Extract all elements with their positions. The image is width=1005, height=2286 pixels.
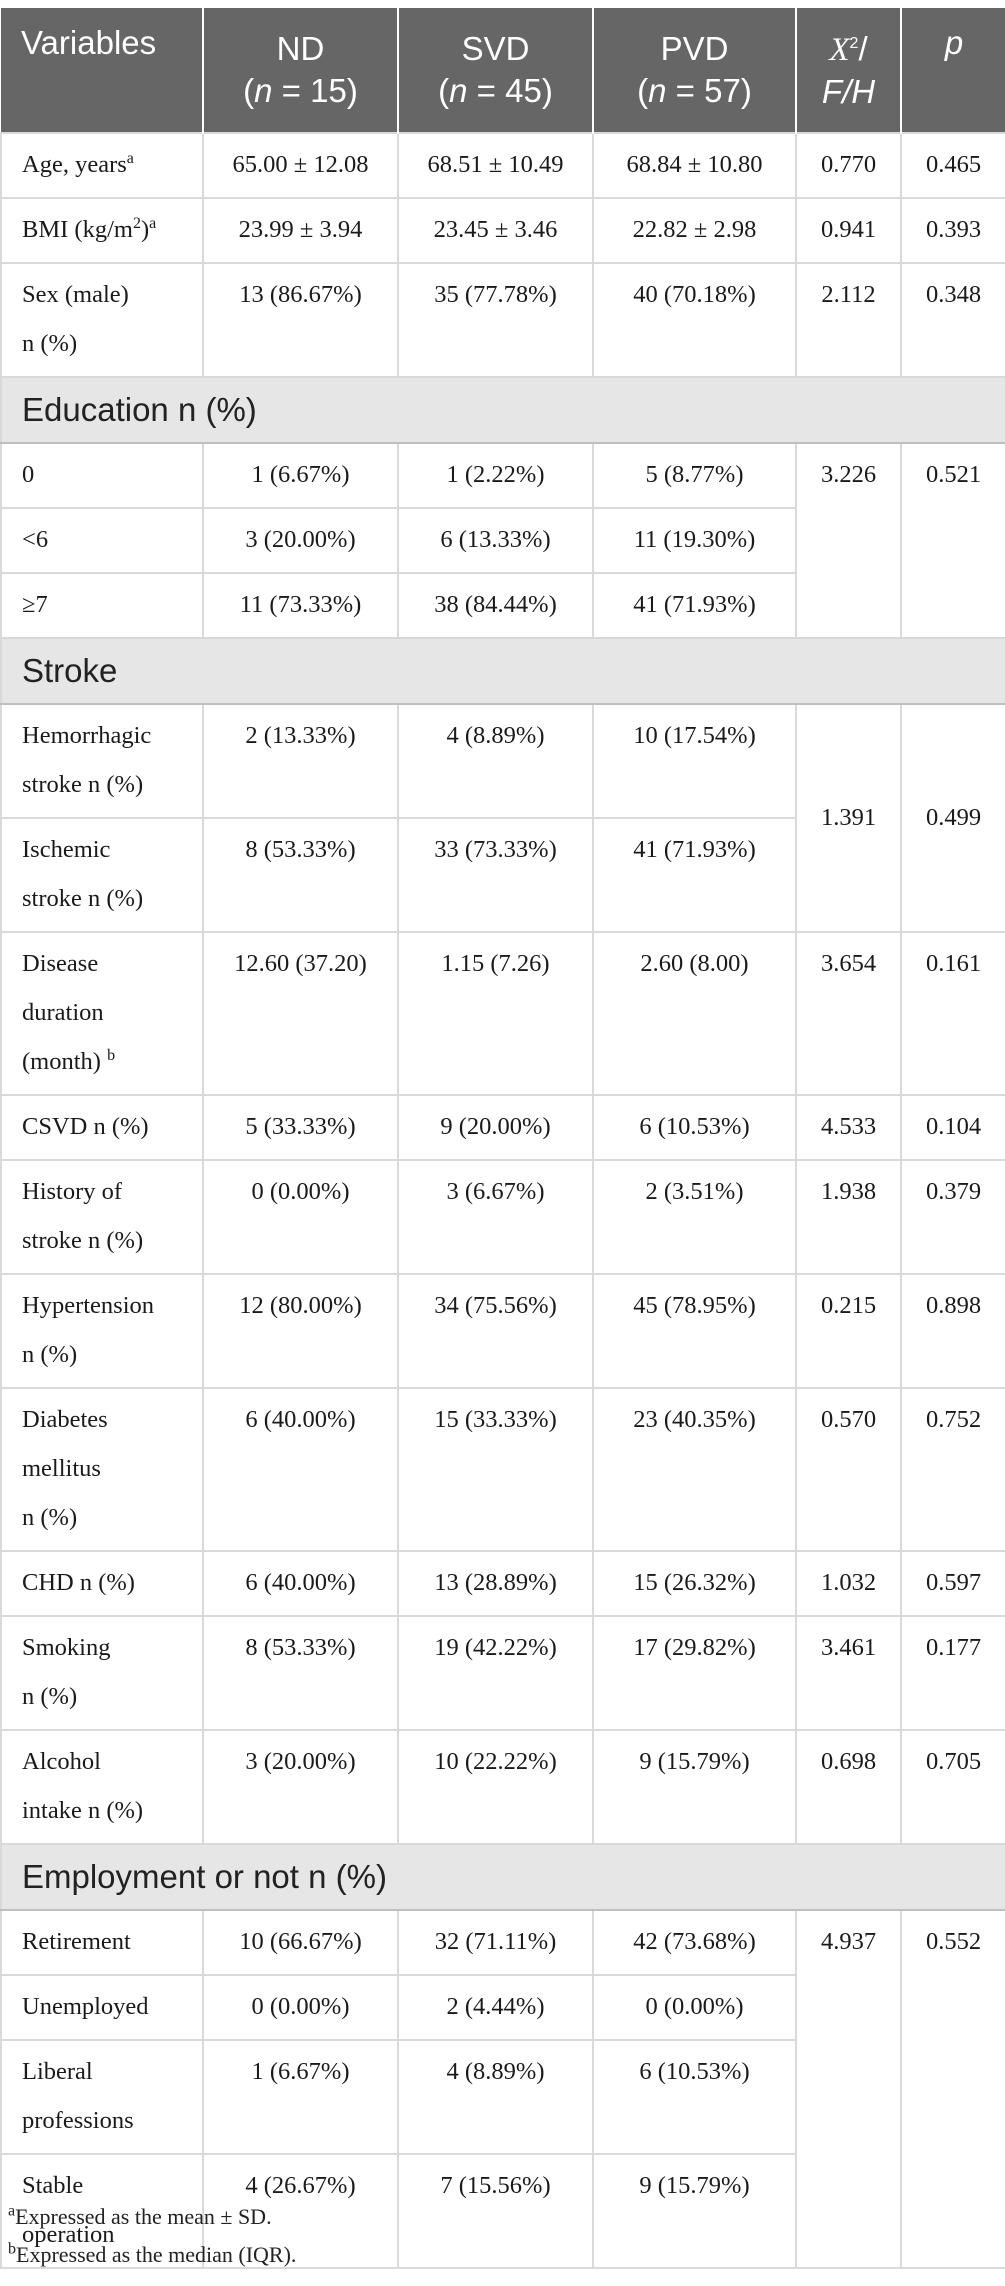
row-label: Hemorrhagic stroke n (%) — [1, 704, 203, 818]
data-table-wrapper — [0, 8, 1005, 2269]
pvd-value: 9 (15.79%) — [593, 2154, 796, 2268]
p-value: 0.552 — [901, 1910, 1005, 2268]
svd-value: 4 (8.89%) — [398, 704, 593, 818]
table-footnotes — [8, 2198, 296, 2274]
section-title: Education n (%) — [1, 377, 1005, 443]
pvd-value: 15 (26.32%) — [593, 1551, 796, 1616]
row-label: Liberal professions — [1, 2040, 203, 2154]
row-label: Diabetes mellitus n (%) — [1, 1388, 203, 1551]
statistic-value: 3.226 — [796, 443, 901, 638]
row-label: Ischemic stroke n (%) — [1, 818, 203, 932]
nd-value: 65.00 ± 12.08 — [203, 133, 398, 198]
svd-value: 68.51 ± 10.49 — [398, 133, 593, 198]
svd-value: 15 (33.33%) — [398, 1388, 593, 1551]
p-value: 0.465 — [901, 133, 1005, 198]
svd-value: 10 (22.22%) — [398, 1730, 593, 1844]
row-label: BMI $(kg/m^2)^a$ — [1, 198, 203, 263]
statistic-value: 0.770 — [796, 133, 901, 198]
p-value: 0.597 — [901, 1551, 1005, 1616]
svd-value: 3 (6.67%) — [398, 1160, 593, 1274]
svd-value: 38 (84.44%) — [398, 573, 593, 638]
svd-value: 6 (13.33%) — [398, 508, 593, 573]
table-row — [1, 1274, 1005, 1388]
section-title: Stroke — [1, 638, 1005, 704]
table-row — [1, 932, 1005, 1095]
pvd-value: 9 (15.79%) — [593, 1730, 796, 1844]
pvd-value: 6 (10.53%) — [593, 1095, 796, 1160]
svd-value: 1.15 (7.26) — [398, 932, 593, 1095]
statistic-value: 1.938 — [796, 1160, 901, 1274]
statistic-value: 4.533 — [796, 1095, 901, 1160]
svd-value: 35 (77.78%) — [398, 263, 593, 377]
p-value: 0.177 — [901, 1616, 1005, 1730]
footnote-a: $^a$Expressed as the mean ± SD. — [8, 2202, 272, 2229]
table-row — [1, 1910, 1005, 1975]
pvd-value: 41 (71.93%) — [593, 573, 796, 638]
p-value: 0.393 — [901, 198, 1005, 263]
pvd-value: 0 (0.00%) — [593, 1975, 796, 2040]
nd-value: 23.99 ± 3.94 — [203, 198, 398, 263]
statistic-value: 3.654 — [796, 932, 901, 1095]
svd-value: 32 (71.11%) — [398, 1910, 593, 1975]
pvd-value: 45 (78.95%) — [593, 1274, 796, 1388]
pvd-value: 68.84 ± 10.80 — [593, 133, 796, 198]
pvd-value: 17 (29.82%) — [593, 1616, 796, 1730]
row-label: Alcohol intake n (%) — [1, 1730, 203, 1844]
p-value: 0.379 — [901, 1160, 1005, 1274]
svd-value: 9 (20.00%) — [398, 1095, 593, 1160]
section-title: Employment or not n (%) — [1, 1844, 1005, 1910]
statistic-value: 4.937 — [796, 1910, 901, 2268]
nd-value: 0 (0.00%) — [203, 1160, 398, 1274]
row-label: Stable operation — [1, 2154, 203, 2268]
nd-value: 1 (6.67%) — [203, 443, 398, 508]
nd-value: 1 (6.67%) — [203, 2040, 398, 2154]
table-row — [1, 1551, 1005, 1616]
svd-value: 23.45 ± 3.46 — [398, 198, 593, 263]
p-value: 0.705 — [901, 1730, 1005, 1844]
table-row — [1, 1730, 1005, 1844]
nd-value: 0 (0.00%) — [203, 1975, 398, 2040]
nd-value: 12.60 (37.20) — [203, 932, 398, 1095]
table-row — [1, 1616, 1005, 1730]
statistic-value: 0.570 — [796, 1388, 901, 1551]
svd-value: 19 (42.22%) — [398, 1616, 593, 1730]
p-value: 0.499 — [901, 704, 1005, 932]
row-label: History of stroke n (%) — [1, 1160, 203, 1274]
row-label: Age, years$^a$ — [1, 133, 203, 198]
table-row — [1, 263, 1005, 377]
section-row-education — [1, 377, 1005, 443]
nd-value: 3 (20.00%) — [203, 1730, 398, 1844]
nd-value: 10 (66.67%) — [203, 1910, 398, 1975]
header-variables: Variables — [1, 8, 203, 133]
svd-value: 13 (28.89%) — [398, 1551, 593, 1616]
statistic-value: 0.215 — [796, 1274, 901, 1388]
baseline-characteristics-table — [0, 8, 1005, 2269]
p-value: 0.104 — [901, 1095, 1005, 1160]
table-row — [1, 1160, 1005, 1274]
nd-value: 8 (53.33%) — [203, 1616, 398, 1730]
p-value: 0.161 — [901, 932, 1005, 1095]
pvd-value: 23 (40.35%) — [593, 1388, 796, 1551]
p-value: 0.521 — [901, 443, 1005, 638]
table-row — [1, 1095, 1005, 1160]
svd-value: 7 (15.56%) — [398, 2154, 593, 2268]
footnote-b: $^b$Expressed as the median (IQR). — [8, 2240, 297, 2267]
row-label: Disease duration (month) $^b$ — [1, 932, 203, 1095]
row-label: ≥7 — [1, 573, 203, 638]
svd-value: 2 (4.44%) — [398, 1975, 593, 2040]
svd-value: 34 (75.56%) — [398, 1274, 593, 1388]
statistic-value: 2.112 — [796, 263, 901, 377]
pvd-value: 2 (3.51%) — [593, 1160, 796, 1274]
section-row-stroke — [1, 638, 1005, 704]
nd-value: 11 (73.33%) — [203, 573, 398, 638]
header-row — [1, 8, 1005, 133]
table-row — [1, 443, 1005, 508]
svd-value: 33 (73.33%) — [398, 818, 593, 932]
pvd-value: 2.60 (8.00) — [593, 932, 796, 1095]
row-label: Sex (male) n (%) — [1, 263, 203, 377]
nd-value: 6 (40.00%) — [203, 1551, 398, 1616]
nd-value: 12 (80.00%) — [203, 1274, 398, 1388]
header-p-value: p — [901, 8, 1005, 133]
nd-value: 2 (13.33%) — [203, 704, 398, 818]
row-label: Smoking n (%) — [1, 1616, 203, 1730]
nd-value: 3 (20.00%) — [203, 508, 398, 573]
table-row — [1, 198, 1005, 263]
statistic-value: 1.032 — [796, 1551, 901, 1616]
nd-value: 8 (53.33%) — [203, 818, 398, 932]
statistic-value: 0.698 — [796, 1730, 901, 1844]
statistic-value: 1.391 — [796, 704, 901, 932]
table-row — [1, 704, 1005, 818]
statistic-value: 3.461 — [796, 1616, 901, 1730]
pvd-value: 42 (73.68%) — [593, 1910, 796, 1975]
header-svd: SVD (n = 45) — [398, 8, 593, 133]
p-value: 0.752 — [901, 1388, 1005, 1551]
row-label: 0 — [1, 443, 203, 508]
table-row — [1, 1388, 1005, 1551]
row-label: <6 — [1, 508, 203, 573]
row-label: Unemployed — [1, 1975, 203, 2040]
row-label: Retirement — [1, 1910, 203, 1975]
header-statistic: $X^2/$ F/H — [796, 8, 901, 133]
nd-value: 6 (40.00%) — [203, 1388, 398, 1551]
header-pvd: PVD (n = 57) — [593, 8, 796, 133]
row-label: Hypertension n (%) — [1, 1274, 203, 1388]
pvd-value: 11 (19.30%) — [593, 508, 796, 573]
table-row — [1, 133, 1005, 198]
statistic-value: 0.941 — [796, 198, 901, 263]
p-value: 0.898 — [901, 1274, 1005, 1388]
pvd-value: 40 (70.18%) — [593, 263, 796, 377]
section-row-employment — [1, 1844, 1005, 1910]
nd-value: 5 (33.33%) — [203, 1095, 398, 1160]
header-nd: ND (n = 15) — [203, 8, 398, 133]
pvd-value: 41 (71.93%) — [593, 818, 796, 932]
row-label: CSVD n (%) — [1, 1095, 203, 1160]
nd-value: 4 (26.67%) — [203, 2154, 398, 2268]
nd-value: 13 (86.67%) — [203, 263, 398, 377]
pvd-value: 6 (10.53%) — [593, 2040, 796, 2154]
svd-value: 4 (8.89%) — [398, 2040, 593, 2154]
pvd-value: 10 (17.54%) — [593, 704, 796, 818]
pvd-value: 22.82 ± 2.98 — [593, 198, 796, 263]
p-value: 0.348 — [901, 263, 1005, 377]
svd-value: 1 (2.22%) — [398, 443, 593, 508]
pvd-value: 5 (8.77%) — [593, 443, 796, 508]
row-label: CHD n (%) — [1, 1551, 203, 1616]
